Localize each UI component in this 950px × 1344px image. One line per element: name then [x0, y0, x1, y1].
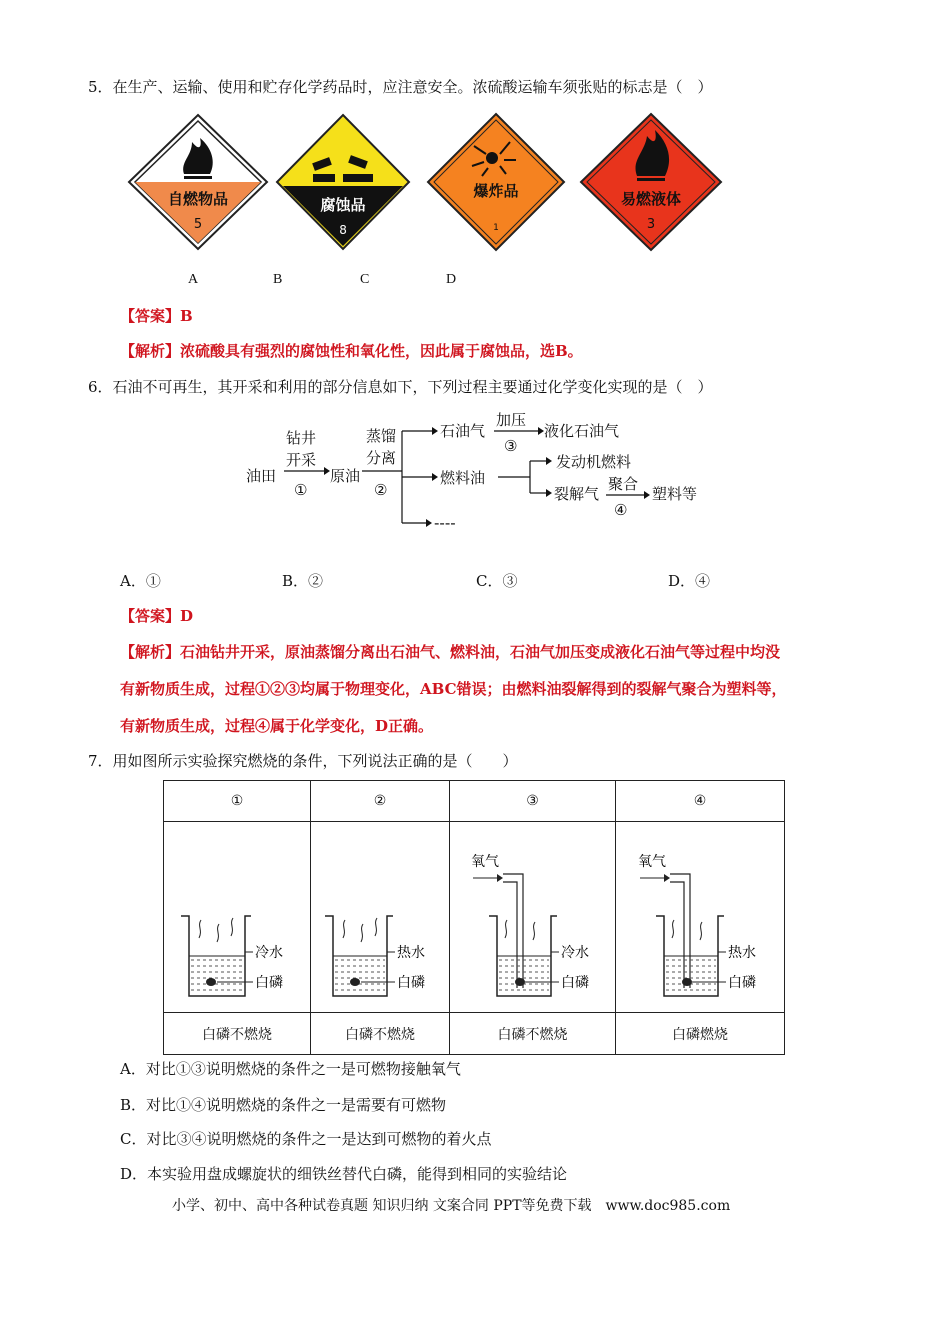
q6-analysis-line-1: 【解析】石油钻井开采，原油蒸馏分离出石油气、燃料油，石油气加压变成液化石油气等过程中均没 [120, 643, 781, 661]
label-drill-top: 钻井 [286, 429, 317, 447]
q7-option-c: C．对比③④说明燃烧的条件之一是达到可燃物的着火点 [120, 1130, 492, 1148]
sign-label-b: B [273, 272, 283, 287]
sign-explosive [428, 114, 564, 250]
sign-b-number: 8 [339, 223, 347, 237]
oxygen-label-3: 氧气 [470, 854, 499, 870]
label-distill-bottom: 分离 [366, 449, 397, 467]
label-step-3: ③ [504, 437, 518, 455]
q7-option-d: D．本实验用盘成螺旋状的细铁丝替代白磷，能得到相同的实验结论 [120, 1165, 568, 1183]
node-petroleum-gas: 石油气 [440, 422, 486, 440]
sign-spontaneous-combustion [129, 115, 267, 249]
sign-label-a: A [188, 272, 199, 287]
label-press: 加压 [496, 411, 527, 429]
sign-flammable-liquid [581, 114, 721, 250]
label-polymer: 聚合 [608, 475, 639, 493]
label-drill-bottom: 开采 [286, 451, 317, 469]
q6-option-a: A．① [120, 572, 161, 590]
sign-c-text: 爆炸品 [473, 182, 519, 200]
apparatus-2 [311, 822, 450, 1013]
page-footer: 小学、初中、高中各种试卷真题 知识归纳 文案合同 PPT等免费下载 www.doc985.com [172, 1198, 731, 1214]
sign-d-text: 易燃液体 [620, 190, 682, 208]
sign-corrosive [277, 115, 409, 249]
q7-stem: 7．用如图所示实验探究燃烧的条件，下列说法正确的是（ ） [88, 752, 518, 770]
q6-option-c: C．③ [476, 572, 518, 590]
node-engine-fuel: 发动机燃料 [556, 453, 632, 471]
q6-option-d: D．④ [668, 572, 711, 590]
q6-analysis-line-2: 有新物质生成，过程①②③均属于物理变化，ABC错误；由燃料油裂解得到的裂解气聚合为塑料等， [120, 680, 787, 698]
header-2: ② [311, 781, 450, 822]
node-dots: ---- [434, 514, 456, 532]
phosphorus-label-4: 白磷 [728, 975, 756, 991]
sign-d-number: 3 [646, 217, 656, 232]
label-step-4: ④ [614, 501, 628, 519]
q7-option-b: B．对比①④说明燃烧的条件之一是需要有可燃物 [120, 1096, 447, 1114]
header-4: ④ [616, 781, 785, 822]
node-crude: 原油 [330, 467, 361, 485]
apparatus-1 [164, 822, 311, 1013]
sign-label-d: D [446, 272, 457, 287]
result-3: 白磷不燃烧 [450, 1013, 616, 1055]
header-1: ① [164, 781, 311, 822]
q5-answer: 【答案】B [120, 307, 193, 325]
header-3: ③ [450, 781, 616, 822]
node-fuel-oil: 燃料油 [440, 469, 486, 487]
q6-answer: 【答案】D [120, 607, 194, 625]
water-label-2: 热水 [397, 945, 425, 961]
phosphorus-label-3: 白磷 [560, 975, 589, 991]
water-label-1: 冷水 [255, 945, 283, 961]
label-step-2: ② [374, 481, 388, 499]
q6-stem: 6．石油不可再生，其开采和利用的部分信息如下，下列过程主要通过化学变化实现的是（ ） [88, 378, 713, 396]
result-2: 白磷不燃烧 [311, 1013, 450, 1055]
q6-analysis-line-3: 有新物质生成，过程④属于化学变化，D正确。 [120, 717, 434, 735]
phosphorus-label-2: 白磷 [397, 975, 425, 991]
label-distill-top: 蒸馏 [366, 427, 397, 445]
water-label-3: 冷水 [560, 945, 589, 961]
phosphorus-label-1: 白磷 [255, 975, 283, 991]
result-1: 白磷不燃烧 [164, 1013, 311, 1055]
apparatus-4 [616, 822, 785, 1013]
q6-option-b: B．② [282, 572, 324, 590]
experiment-table [163, 780, 785, 1055]
sign-a-number: 5 [193, 217, 203, 232]
q7-option-a: A．对比①③说明燃烧的条件之一是可燃物接触氧气 [120, 1060, 461, 1078]
q5-stem: 5．在生产、运输、使用和贮存化学药品时，应注意安全。浓硫酸运输车须张贴的标志是（ ） [88, 78, 713, 96]
result-4: 白磷燃烧 [616, 1013, 785, 1055]
node-plastic: 塑料等 [652, 485, 698, 503]
sign-a-text: 自燃物品 [167, 190, 229, 208]
sign-label-c: C [360, 272, 370, 287]
apparatus-3 [450, 822, 616, 1013]
oxygen-label-4: 氧气 [638, 854, 666, 870]
hazard-signs [120, 110, 740, 260]
node-oilfield: 油田 [246, 467, 277, 485]
node-crack-gas: 裂解气 [554, 485, 600, 503]
sign-c-number: 1 [493, 223, 499, 233]
label-step-1: ① [294, 481, 308, 499]
petroleum-flowchart [240, 405, 720, 535]
q5-analysis: 【解析】浓硫酸具有强烈的腐蚀性和氧化性，因此属于腐蚀品，选B。 [120, 342, 583, 360]
node-lpg: 液化石油气 [544, 422, 620, 440]
sign-b-text: 腐蚀品 [320, 196, 366, 214]
water-label-4: 热水 [728, 945, 756, 961]
